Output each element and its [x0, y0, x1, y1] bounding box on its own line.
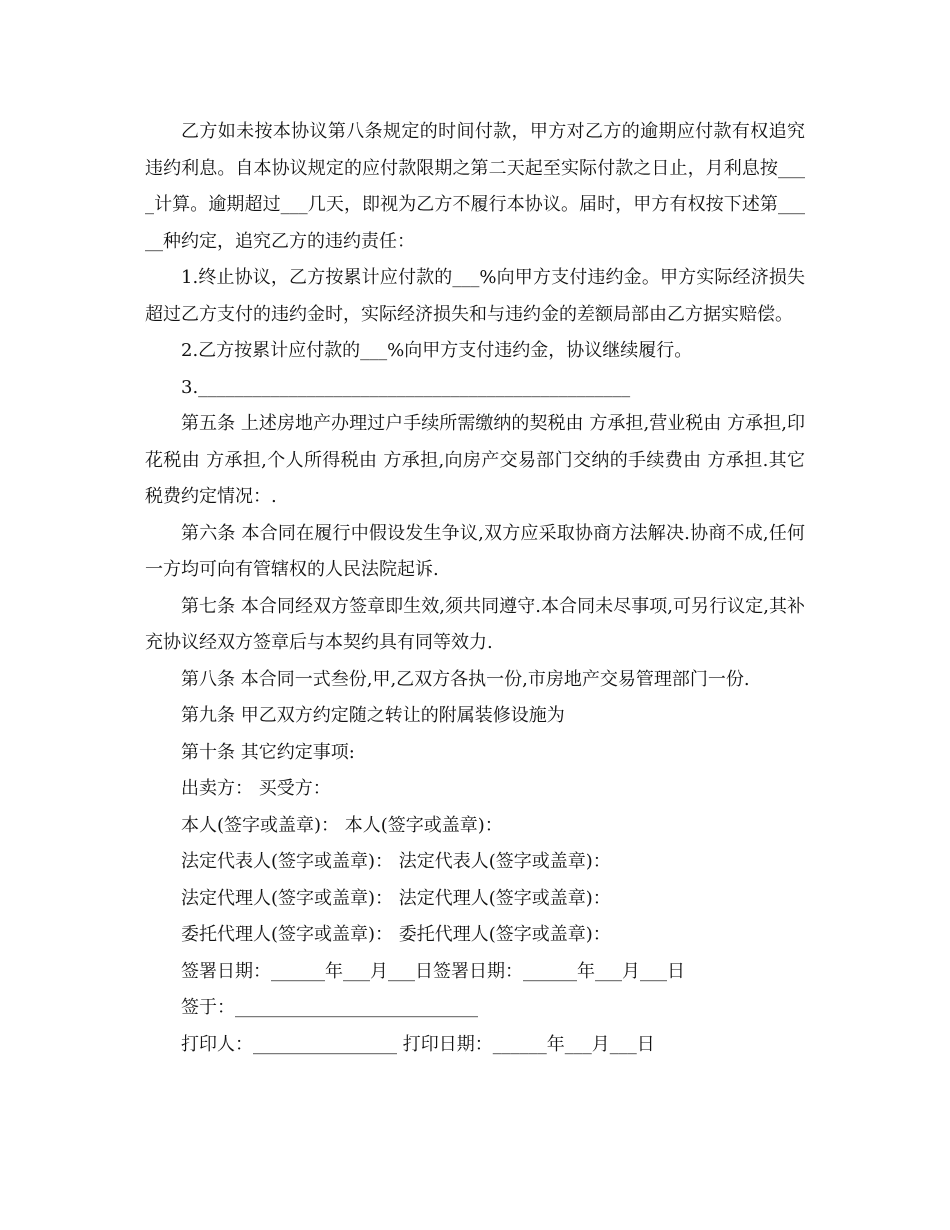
signing-place: 签于：___________________________: [181, 997, 478, 1018]
paragraph-option-3: 3.________________________________________________: [181, 376, 631, 398]
article-5-taxes: 第五条 上述房地产办理过户手续所需缴纳的契税由 方承担,营业税由 方承担,印花税由 方承担,个人所得税由 方承担,向房产交易部门交纳的手续费由 方承担.其它税费约定情况：.: [145, 413, 805, 507]
article-9-fixtures: 第九条 甲乙双方约定随之转让的附属装修设施为: [181, 705, 565, 726]
signing-dates: 签署日期：______年___月___日签署日期：______年___月___日: [181, 960, 685, 982]
article-10-other: 第十条 其它约定事项:: [181, 741, 355, 763]
paragraph-option-2: 2.乙方按累计应付款的___%向甲方支付违约金，协议继续履行。: [181, 340, 693, 361]
contract-body: [145, 114, 805, 1063]
signature-entrusted-agent: 委托代理人(签字或盖章)： 委托代理人(签字或盖章)：: [181, 924, 611, 945]
signature-legal-representative: 法定代表人(签字或盖章)： 法定代表人(签字或盖章)：: [181, 851, 611, 872]
signature-self: 本人(签字或盖章)： 本人(签字或盖章)：: [181, 814, 503, 836]
article-7-effectiveness: 第七条 本合同经双方签章即生效,须共同遵守.本合同未尽事项,可另行议定,其补充协议经双方签章后与本契约具有同等效力.: [145, 595, 805, 653]
paragraph-option-1: 1.终止协议，乙方按累计应付款的___%向甲方支付违约金。甲方实际经济损失超过乙方支付的违约金时，实际经济损失和与违约金的差额局部由乙方据实赔偿。: [145, 267, 805, 325]
signature-parties: 出卖方： 买受方：: [181, 778, 331, 799]
signature-legal-agent: 法定代理人(签字或盖章)： 法定代理人(签字或盖章)：: [181, 887, 611, 909]
article-6-disputes: 第六条 本合同在履行中假设发生争议,双方应采取协商方法解决.协商不成,任何一方均可向有管辖权的人民法院起诉.: [145, 522, 805, 580]
paragraph-late-payment-interest: 乙方如未按本协议第八条规定的时间付款，甲方对乙方的逾期应付款有权追究违约利息。自本协议规定的应付款限期之第二天起至实际付款之日止，月利息按____计算。逾期超过___几天，即视为乙方不履行本协议。届时，甲方有权按下述第_____种约定，追究乙方的违约责任：: [145, 121, 805, 252]
article-8-copies: 第八条 本合同一式叁份,甲,乙双方各执一份,市房地产交易管理部门一份.: [181, 668, 750, 690]
print-info: 打印人：________________ 打印日期：______年___月___日: [181, 1033, 655, 1055]
